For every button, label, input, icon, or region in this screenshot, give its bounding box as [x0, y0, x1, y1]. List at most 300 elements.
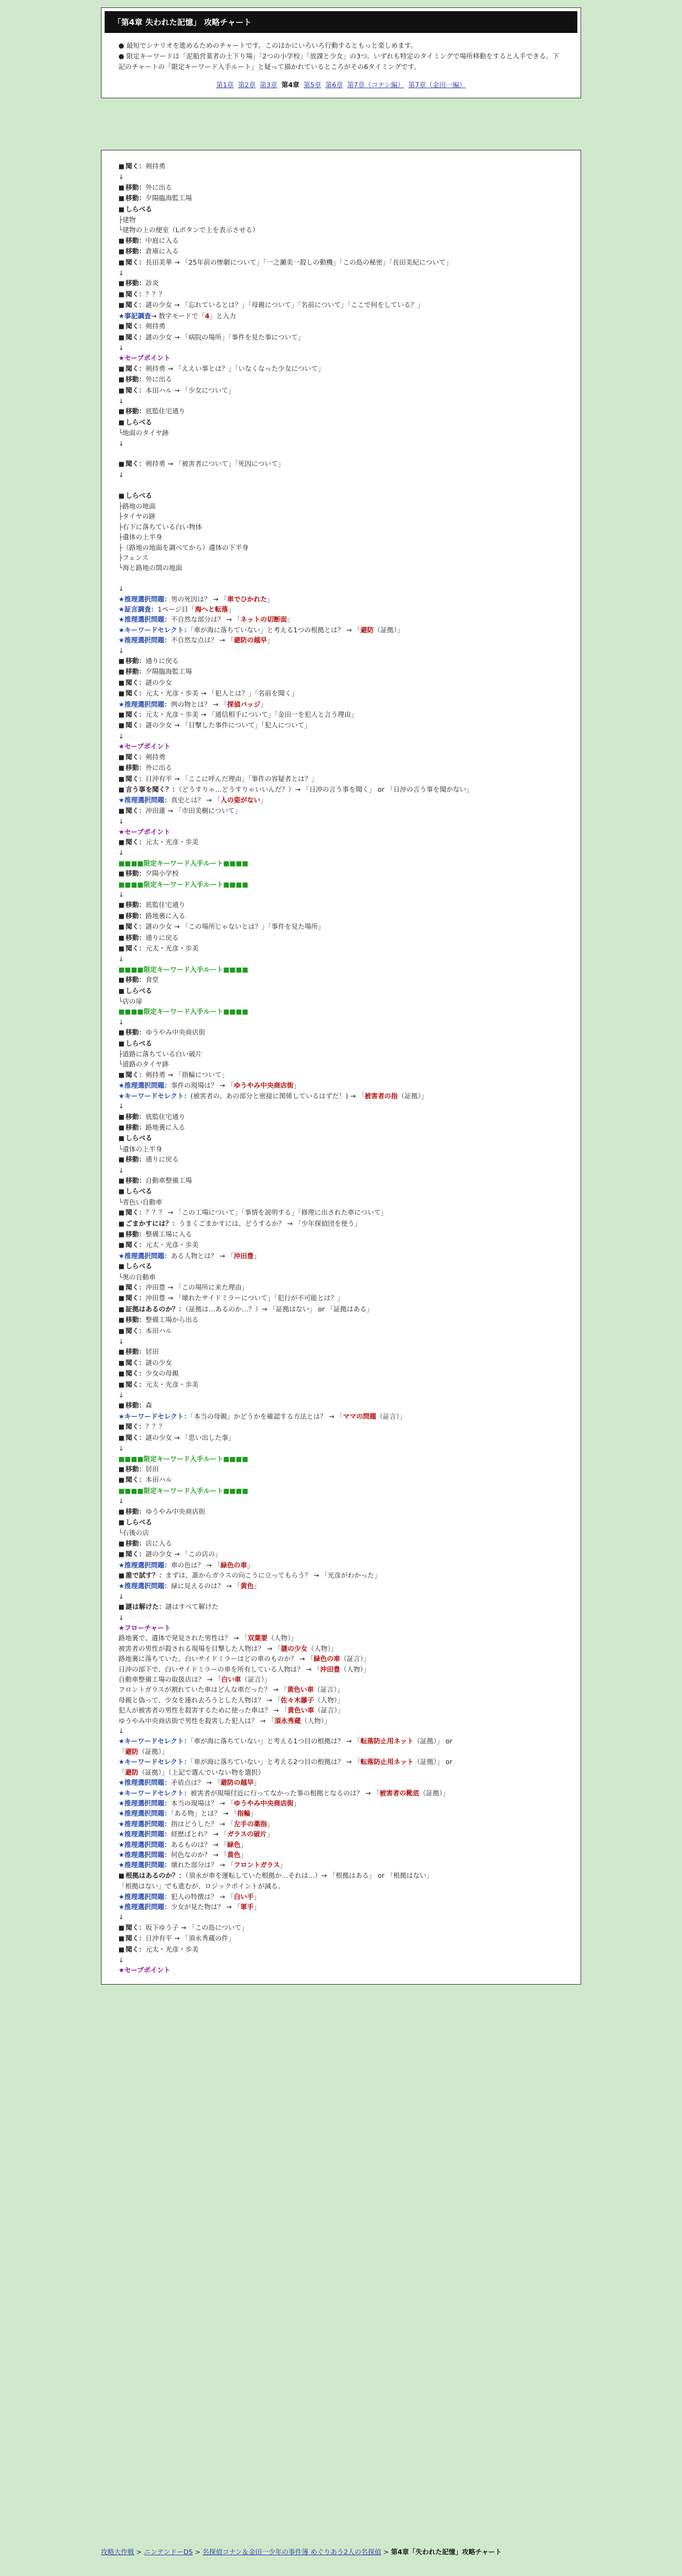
- save-point: セーブポイント: [124, 742, 170, 751]
- chart-row: [118, 1829, 568, 1839]
- row-label: 聞く：: [125, 290, 146, 298]
- chart-panel: [101, 150, 581, 1985]
- row-text: （証言）」: [314, 1706, 344, 1715]
- star-icon: ★: [118, 311, 125, 320]
- row-text: 右後の店: [122, 1529, 149, 1537]
- row-label: 謎は解けた：: [125, 1603, 166, 1611]
- branch-end-icon: └: [118, 1060, 123, 1069]
- chart-row: [118, 1218, 568, 1229]
- row-label: 移動：: [125, 1507, 146, 1515]
- square-icon: ■: [118, 1434, 125, 1442]
- chart-row: [118, 709, 568, 720]
- down-arrow-icon: ↓: [118, 1913, 124, 1921]
- row-text: 謎はすべて解けた: [165, 1603, 219, 1611]
- square-icon: ■: [118, 1871, 125, 1879]
- row-text: 元太・光彦・歩美 → 「犯人とは？」「名前を聞く」: [145, 689, 299, 698]
- row-text: （証拠）」: [373, 625, 404, 634]
- row-label: 聞く：: [125, 1070, 146, 1079]
- down-arrow-icon: ↓: [118, 732, 124, 740]
- answer: 避防の越早: [220, 1778, 254, 1787]
- branch-icon: ├: [118, 512, 123, 521]
- chart-row: [118, 1633, 568, 1643]
- chart-row: [118, 1955, 568, 1965]
- row-label: 聞く：: [125, 364, 146, 372]
- row-label: 移動：: [125, 1348, 146, 1356]
- row-text: 整備工場に入る: [145, 1230, 192, 1238]
- square-icon: ■: [118, 290, 125, 298]
- chart-row: [118, 300, 568, 310]
- row-text: 中庭に入る: [145, 236, 179, 244]
- row-text: 」: [260, 700, 267, 708]
- breadcrumb-link[interactable]: 攻略大作戦: [101, 2548, 134, 2556]
- square-icon: ■: [118, 1327, 125, 1335]
- square-icon: ■: [118, 1370, 125, 1378]
- row-label: 聞く：: [125, 1433, 146, 1442]
- row-text: （証拠）」 or: [413, 1737, 453, 1745]
- row-text: 」: [267, 1819, 274, 1828]
- row-text: 外に出る: [145, 764, 172, 772]
- chart-row: [118, 1860, 568, 1870]
- chart-row: [118, 1475, 568, 1485]
- row-text: 通りに戻る: [145, 1155, 179, 1164]
- star-icon: ★: [118, 1840, 125, 1849]
- row-label: 移動：: [125, 1112, 146, 1121]
- row-text: （人物）」: [314, 1696, 344, 1704]
- row-text: 」: [279, 1861, 287, 1869]
- star-icon: ★: [118, 1892, 125, 1901]
- chart-row: [118, 1049, 568, 1059]
- chapter-nav: [101, 72, 581, 98]
- chapter-link[interactable]: 第7章（金田一編）: [408, 81, 466, 89]
- row-text: 夕陽小学校: [145, 869, 179, 878]
- square-icon: ■: [118, 194, 125, 202]
- row-label: 聞く：: [125, 710, 146, 719]
- keyword-route: ■■■■限定キーワード入手ルート■■■■: [118, 859, 249, 867]
- row-label: 移動：: [125, 236, 146, 244]
- row-label: 移動：: [125, 933, 146, 942]
- row-text: 店の扉: [122, 997, 143, 1006]
- row-label: ごまかすには？：: [125, 1219, 179, 1227]
- row-label: キーワードセレクト：: [124, 1737, 191, 1745]
- chart-row: [118, 1506, 568, 1517]
- down-arrow-icon: ↓: [118, 955, 124, 963]
- chart-row: [118, 1421, 568, 1432]
- page-title: 「第4章 失われた記憶」 攻略チャート: [105, 11, 577, 33]
- row-text: 謎の少女 → 「目撃した事件について」「犯人について」: [145, 721, 311, 730]
- row-text: 」: [293, 1799, 301, 1807]
- square-icon: ■: [118, 1305, 125, 1313]
- answer: 避防の越早: [234, 636, 267, 645]
- breadcrumb-link[interactable]: 名探偵コナン＆金田一少年の事件簿 めぐりあう2人の名探偵: [202, 2548, 381, 2556]
- answer: ゆうやみ中央商店街: [234, 1799, 294, 1807]
- row-label: 聞く：: [125, 386, 146, 394]
- chart-row: [118, 1757, 568, 1767]
- chart-row: [118, 1027, 568, 1038]
- row-text: 元太・光彦・歩美: [145, 1945, 199, 1953]
- row-text: 例の物とは？ → 「: [170, 700, 227, 708]
- chart-row: [118, 1517, 568, 1528]
- row-text: 」: [250, 1809, 257, 1818]
- down-arrow-icon: ↓: [118, 817, 124, 826]
- chart-row: [118, 215, 568, 225]
- row-text: 診炎: [145, 279, 159, 287]
- star-icon: ★: [118, 1850, 125, 1859]
- chart-row: [118, 975, 568, 985]
- row-text: (被害者の、あの部分と密接に関係しているはずだ！) → 「: [190, 1091, 365, 1100]
- row-label: 事記調査: [124, 311, 151, 320]
- star-icon: ★: [118, 827, 125, 836]
- answer: ママの問題: [343, 1412, 377, 1420]
- answer: 黄色い車: [287, 1706, 314, 1715]
- answer: 4: [204, 311, 210, 320]
- chart-row: [118, 1400, 568, 1411]
- down-arrow-icon: ↓: [118, 584, 124, 593]
- star-icon: ★: [118, 636, 125, 645]
- star-icon: ★: [118, 1412, 125, 1420]
- chart-row: [118, 1601, 568, 1612]
- row-text: （証拠）」: [419, 1789, 449, 1797]
- row-label: 移動：: [125, 1155, 146, 1164]
- chart-row: [118, 193, 568, 204]
- breadcrumb-sep: >: [381, 2548, 391, 2556]
- chart-row: [118, 1070, 568, 1080]
- chart-row: [118, 1716, 568, 1726]
- row-label: しらべる: [125, 205, 152, 213]
- row-label: 推理選択問題：: [124, 1819, 171, 1828]
- chapter-link[interactable]: 第3章: [260, 81, 277, 89]
- row-label: 移動：: [125, 764, 146, 772]
- row-label: 聞く：: [125, 1241, 146, 1249]
- chart-row: [118, 1736, 568, 1746]
- chart-row: [118, 225, 568, 235]
- chart-row: [118, 480, 568, 490]
- row-text: 遺体の上半身: [122, 533, 163, 541]
- row-text: （証言）」: [313, 1685, 344, 1694]
- chart-row: [118, 204, 568, 215]
- row-text: （証拠）」（上記で選んでいない物を選択）: [138, 1768, 265, 1776]
- square-icon: ■: [118, 333, 125, 341]
- row-label: しらべる: [125, 1262, 152, 1270]
- answer: 軍手: [240, 1902, 254, 1911]
- down-arrow-icon: ↓: [118, 1102, 124, 1111]
- row-label: 誰で試す？：: [125, 1571, 166, 1579]
- keyword-route: ■■■■限定キーワード入手ルート■■■■: [118, 1454, 249, 1463]
- answer: 黄色: [227, 1850, 241, 1859]
- row-text: 長田美華 → 「25年前の惨劇について」「一之瀬美一殺しの動機」「この島の秘密」「長田美紀について」: [145, 258, 453, 266]
- chart-row: [118, 1207, 568, 1218]
- square-icon: ■: [118, 1134, 125, 1142]
- chapter-link[interactable]: 第2章: [238, 81, 256, 89]
- chart-row: [118, 563, 568, 573]
- row-label: しらべる: [125, 1039, 152, 1047]
- row-text: 「車が海に落ちていない」と考える2つ目の根拠は？ → 「: [190, 1758, 361, 1766]
- row-text: フェンス: [122, 554, 149, 562]
- chart-row: [118, 1695, 568, 1705]
- chart-row: [118, 1368, 568, 1379]
- chart-row: [118, 1261, 568, 1272]
- star-icon: ★: [118, 1819, 125, 1828]
- answer: 指輪: [237, 1809, 251, 1818]
- star-icon: ★: [118, 796, 125, 804]
- chart-row: [118, 911, 568, 921]
- row-text: 路地裏に入る: [145, 911, 185, 920]
- row-text: 矛盾点は？ → 「: [170, 1778, 221, 1787]
- branch-end-icon: └: [118, 997, 123, 1006]
- down-arrow-icon: ↓: [118, 890, 124, 899]
- row-text: 剣持勇 → 「被害者について」「死因について」: [145, 460, 285, 468]
- square-icon: ■: [118, 945, 125, 953]
- row-label: 推理選択問題：: [124, 1850, 171, 1859]
- row-text: 剣持勇: [145, 162, 166, 170]
- top-panel: [101, 7, 581, 98]
- row-text: 何色なのか？ → 「: [170, 1850, 227, 1859]
- chart-row: [118, 688, 568, 699]
- square-icon: ■: [118, 1380, 125, 1388]
- square-icon: ■: [118, 775, 125, 783]
- chart-row: [118, 1664, 568, 1674]
- square-icon: ■: [118, 1603, 125, 1611]
- chart-row: [118, 321, 568, 332]
- intro-text: [101, 36, 581, 72]
- square-icon: ■: [118, 1465, 125, 1473]
- row-label: キーワードセレクト：: [124, 1412, 191, 1420]
- keyword-route: ■■■■限定キーワード入手ルート■■■■: [118, 880, 249, 888]
- square-icon: ■: [118, 657, 125, 665]
- row-label: 聞く：: [125, 1283, 146, 1292]
- chart-row: [118, 943, 568, 954]
- chart-row: [118, 1122, 568, 1133]
- row-label: 移動：: [125, 1028, 146, 1037]
- star-icon: ★: [118, 1966, 125, 1975]
- chart-row: [118, 677, 568, 688]
- chart-row: [118, 268, 568, 278]
- chart-row: [118, 1881, 568, 1891]
- row-text: 犯人の特徴は？ → 「: [170, 1892, 234, 1901]
- row-text: 「車が海に落ちていない」と考える1つ目の根拠は？ → 「: [190, 1737, 361, 1745]
- row-text: 事件の現場は？ → 「: [170, 1081, 234, 1090]
- row-label: 聞く：: [125, 1369, 146, 1378]
- keyword-route: ■■■■限定キーワード入手ルート■■■■: [118, 1486, 249, 1495]
- row-label: 移動：: [125, 407, 146, 416]
- branch-icon: ├: [118, 543, 123, 552]
- breadcrumb-link[interactable]: ニンテンドーDS: [143, 2548, 193, 2556]
- row-label: 推理選択問題：: [124, 1799, 171, 1807]
- row-text: 男の死因は？ → 「: [170, 595, 227, 603]
- row-text: 」: [240, 1850, 248, 1859]
- chart-row: [118, 1819, 568, 1829]
- star-icon: ★: [118, 1091, 125, 1100]
- chart-row: [118, 1282, 568, 1293]
- row-text: 沖田蓮 → 「市田美樹について」: [145, 806, 242, 815]
- row-text: （証拠）」: [138, 1747, 168, 1756]
- down-arrow-icon: ↓: [118, 1337, 124, 1346]
- answer: 車でひかれた: [227, 595, 267, 603]
- chart-row: [118, 1326, 568, 1336]
- row-label: 聞く：: [125, 1208, 146, 1217]
- chart-row: [118, 459, 568, 469]
- answer: フロントガラス: [234, 1861, 280, 1869]
- answer: 転落防止用ネット: [360, 1758, 414, 1766]
- chart-row: [118, 1197, 568, 1207]
- square-icon: ■: [118, 711, 125, 719]
- down-arrow-icon: ↓: [118, 1497, 124, 1505]
- chart-row: [118, 1186, 568, 1197]
- star-icon: ★: [118, 1582, 125, 1590]
- chart-row: [118, 1965, 568, 1975]
- row-text: 謎の少女 → 「思い出した事」: [145, 1433, 235, 1442]
- answer: 黄色: [240, 1582, 254, 1590]
- down-arrow-icon: ↓: [118, 1613, 124, 1622]
- row-text: 本田ハル: [145, 1326, 172, 1335]
- row-text: 「根拠はない」でも進むが、ロジックポイントが減る。: [118, 1882, 285, 1891]
- chart-row: [118, 1549, 568, 1560]
- chart-row: [118, 511, 568, 521]
- chart-row: [118, 1091, 568, 1101]
- row-label: 推理選択問題：: [124, 1809, 171, 1818]
- star-icon: ★: [118, 1624, 125, 1632]
- row-text: 「車が海に落ちていない」と考える1つの根拠とは？ → 「: [190, 625, 361, 634]
- down-arrow-icon: ↓: [118, 1592, 124, 1600]
- square-icon: ■: [118, 1219, 125, 1227]
- chart-row: [118, 490, 568, 501]
- chart-row: [118, 1433, 568, 1443]
- row-label: 移動：: [125, 667, 146, 676]
- row-text: 謎の少女 → 「忘れているとは？」「母親について」「名前について」「ここで何をしている？」: [145, 301, 424, 309]
- square-icon: ■: [118, 236, 125, 244]
- square-icon: ■: [118, 785, 125, 793]
- chart-row: [118, 374, 568, 385]
- chart-row: [118, 1272, 568, 1282]
- branch-icon: ├: [118, 533, 123, 541]
- row-text: （路地の地面を調べてから）遺体の下半身: [122, 543, 249, 552]
- row-text: （証言）」: [340, 1655, 370, 1663]
- row-text: 」: [267, 595, 274, 603]
- chart-row: [118, 1080, 568, 1090]
- chart-row: [118, 656, 568, 666]
- branch-icon: ├: [118, 502, 123, 510]
- answer: 転落防止用ネット: [360, 1737, 414, 1745]
- row-label: しらべる: [125, 1518, 152, 1526]
- chart-row: [118, 470, 568, 480]
- row-label: キーワードセレクト：: [124, 625, 191, 634]
- answer: 黄色い車: [287, 1685, 314, 1694]
- square-icon: ■: [118, 386, 125, 394]
- row-text: 謎の少女: [145, 678, 172, 687]
- chart-row: [118, 1674, 568, 1684]
- row-label: 証拠はあるのか？：: [125, 1304, 185, 1313]
- chart-row: [118, 1059, 568, 1069]
- row-text: 1ページ目「: [157, 605, 195, 614]
- chart-row: [118, 1944, 568, 1955]
- square-icon: ■: [118, 1935, 125, 1943]
- row-label: 聞く：: [125, 258, 146, 266]
- chart-row: [118, 257, 568, 268]
- breadcrumb-current: 第4章「失われた記憶」攻略チャート: [391, 2548, 502, 2556]
- row-text: → 数字モードで「: [151, 311, 205, 320]
- square-icon: ■: [118, 163, 125, 170]
- row-label: 聞く：: [125, 162, 146, 170]
- down-arrow-icon: ↓: [118, 1956, 124, 1964]
- chart-row: [118, 827, 568, 837]
- chapter-link[interactable]: 第1章: [216, 81, 234, 89]
- square-icon: ■: [118, 258, 125, 266]
- row-text: （証言）」: [241, 1675, 271, 1684]
- row-text: 外に出る: [145, 183, 172, 191]
- chapter-link[interactable]: 第5章: [303, 81, 321, 89]
- chart-row: [118, 1767, 568, 1777]
- square-icon: ■: [118, 1241, 125, 1249]
- star-icon: ★: [118, 1081, 125, 1090]
- row-text: 少女の母親: [145, 1369, 179, 1378]
- chart-row: [118, 699, 568, 709]
- row-text: 通りに戻る: [145, 657, 179, 665]
- chart-row: [118, 900, 568, 910]
- chart-row: [118, 774, 568, 784]
- row-label: 推理選択問題：: [124, 1830, 171, 1838]
- square-icon: ■: [118, 679, 125, 687]
- chart-row: [118, 543, 568, 553]
- row-text: 謎の少女 → 「病院の場所」「事件を見た事について」: [145, 333, 305, 341]
- row-text: 建物の上の便室（Lボタンで上を表示させる）: [122, 226, 259, 234]
- chapter-link[interactable]: 第6章: [325, 81, 343, 89]
- chart-row: [118, 848, 568, 858]
- chart-row: [118, 1038, 568, 1049]
- chart-row: [118, 635, 568, 645]
- row-label: 聞く：: [125, 1923, 146, 1931]
- branch-end-icon: └: [118, 226, 123, 234]
- square-icon: ■: [118, 1123, 125, 1131]
- row-text: 」: [267, 636, 274, 645]
- row-text: 「: [118, 1768, 125, 1776]
- chart-row: [118, 1684, 568, 1694]
- chart-row: [118, 1560, 568, 1570]
- row-text: 剣持勇 → 「ええい事とは？」「いなくなった少女について」: [145, 364, 325, 372]
- row-text: 壊れた部分は？ → 「: [170, 1861, 234, 1869]
- chart-row: [118, 625, 568, 635]
- chart-row: [118, 1570, 568, 1581]
- chart-row: [118, 522, 568, 532]
- chart-row: [118, 1777, 568, 1787]
- row-text: （人物）」: [340, 1665, 370, 1673]
- star-icon: ★: [118, 615, 125, 624]
- row-label: 聞く：: [125, 301, 146, 309]
- chart-row: [118, 879, 568, 889]
- row-text: まずは、誰からガラスの向こうに立ってもらう？ → 「光彦がわかった」: [165, 1571, 381, 1579]
- star-icon: ★: [118, 1789, 125, 1797]
- star-icon: ★: [118, 625, 125, 634]
- row-label: 聞く：: [125, 1476, 146, 1484]
- row-label: しらべる: [125, 1134, 152, 1142]
- row-text: 日沖の部下で、白いサイドミラーの車を所有している人物は？ → 「: [118, 1665, 320, 1673]
- row-label: 推理選択問題：: [124, 615, 171, 624]
- row-text: 店に入る: [145, 1539, 172, 1547]
- star-icon: ★: [118, 595, 125, 603]
- chapter-link[interactable]: 第7章（コナン編）: [347, 81, 404, 89]
- square-icon: ■: [118, 1316, 125, 1324]
- row-label: 聞く：: [125, 1945, 146, 1953]
- star-icon: ★: [118, 742, 125, 751]
- star-icon: ★: [118, 1861, 125, 1869]
- row-text: 外に出る: [145, 375, 172, 384]
- row-label: 聞く：: [125, 721, 146, 730]
- square-icon: ■: [118, 418, 125, 426]
- square-icon: ■: [118, 1294, 125, 1302]
- square-icon: ■: [118, 976, 125, 984]
- row-label: しらべる: [125, 491, 152, 499]
- answer: 佐々木藤子: [280, 1696, 314, 1704]
- chart-row: [118, 1912, 568, 1922]
- answer: ガラスの破片: [227, 1830, 267, 1838]
